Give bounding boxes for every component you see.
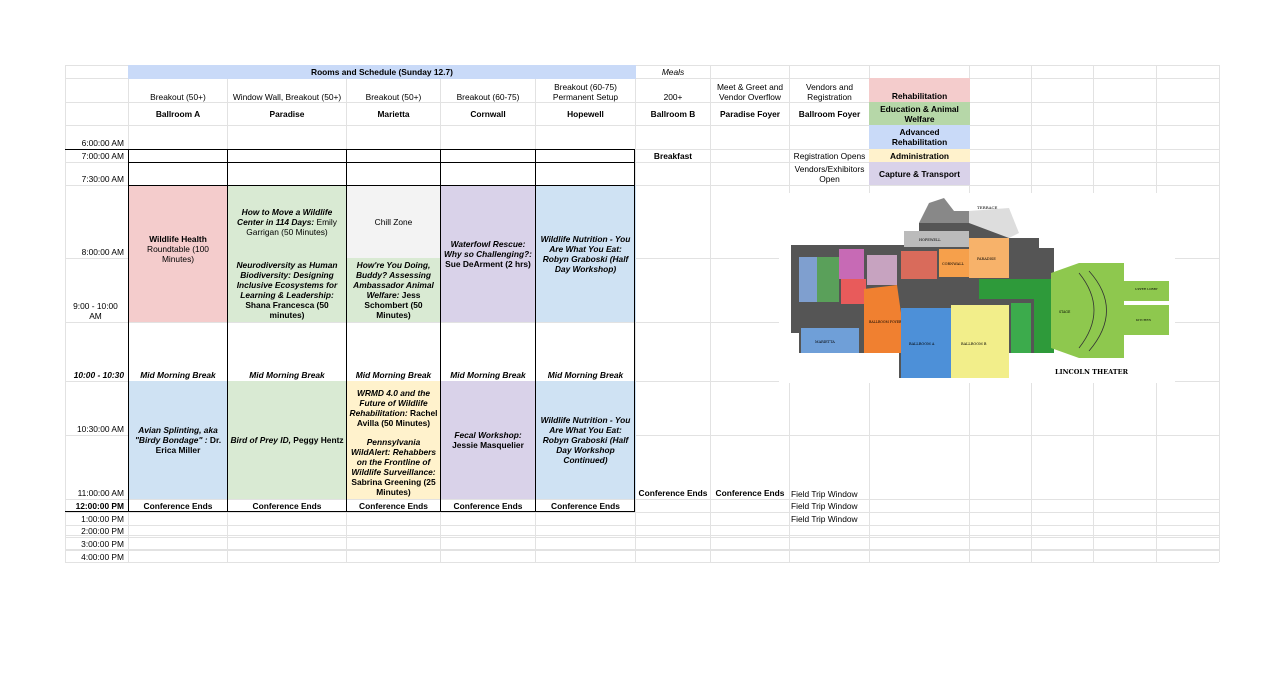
mid-break-2: Mid Morning Break [249,370,325,380]
schedule-title: Rooms and Schedule (Sunday 12.7) [128,65,636,79]
map-room-small-3 [839,249,864,279]
column-type-3: Breakout (60-75) [456,92,520,102]
session-avian-splinting-detail: Dr. Erica Miller [155,435,222,455]
session-nutrition-1: Wildlife Nutrition - You Are What You Eat: Robyn Graboski (Half Day Workshop) [535,185,636,322]
mid-break-3: Mid Morning Break [355,370,432,380]
session-chill-zone: Chill Zone [346,185,441,258]
column-type-4: Breakout (60-75) Permanent Setup [552,82,619,102]
conference-ends-4: Conference Ends [453,500,523,511]
mid-break-1: Mid Morning Break [140,370,216,380]
session-neurodiversity-title: Neurodiversity as Human Biodiversity: Designing Inclusive Ecosystems for Learning & Leadership: [236,260,338,300]
session-neurodiversity [227,258,347,322]
map-label-ballroom-foyer: BALLROOM FOYER [869,320,902,324]
conference-ends-3: Conference Ends [359,500,428,511]
map-label-lincoln: LINCOLN THEATER [1055,368,1128,376]
time-label-11: 3:00:00 PM [81,539,124,549]
session-pa-wildalert-detail: Sabrina Greening (25 Minutes) [351,477,436,497]
map-room-stair [901,251,937,279]
session-fecal-workshop-title: Fecal Workshop: [454,430,522,440]
session-waterfowl-detail: Sue DeArment (2 hrs) [445,258,531,269]
conference-ends-paradise-foyer: Conference Ends [715,488,785,498]
time-label-2: 7:30:00 AM [81,174,124,184]
session-pa-wildalert-title: Pennsylvania WildAlert: Rehabbers on the Frontline of Wildlife Surveillance: [350,437,437,477]
map-label-marietta: MARIETTA [815,340,835,344]
conference-ends-ballroom-b: Conference Ends [638,488,708,498]
field-trip-1: Field Trip Window [791,513,858,524]
session-bird-prey-detail: Peggy Hentz [293,435,344,445]
session-waterfowl [440,185,536,322]
column-room-7: Ballroom Foyer [798,109,861,119]
conference-ends-1: Conference Ends [143,500,213,511]
time-label-12: 4:00:00 PM [81,552,124,562]
legend-education: Education & Animal Welfare [869,102,970,125]
column-room-0: Ballroom A [155,109,201,119]
map-room-small-2 [817,257,839,302]
session-avian-splinting-title: Avian Splinting, aka "Birdy Bondage" : [134,425,218,445]
conference-ends-2: Conference Ends [252,500,322,511]
border-col-3 [440,149,441,512]
time-label-7: 11:00:00 AM [77,488,124,498]
map-label-cornwall: CORNWALL [942,262,964,266]
border-col-2 [346,149,347,512]
session-wildlife-health [128,185,228,322]
map-label-terrace: TERRACE [977,205,998,210]
map-label-upper-lobby: UPPER LOBBY [1135,287,1158,291]
column-room-2: Marietta [377,109,410,119]
session-neurodiversity-detail: Shana Francesca (50 minutes) [245,300,329,320]
session-wrmd [346,381,441,435]
session-bird-prey [227,381,347,499]
map-room-small-4 [841,279,866,304]
meals-header: Meals [661,67,685,77]
column-room-5: Ballroom B [650,109,696,119]
border-row-0 [128,162,635,163]
border-row-mid [128,185,635,186]
venue-floor-plan [779,193,1175,383]
time-label-8: 12:00:00 PM [75,501,124,511]
map-label-stage: STAGE [1059,310,1071,314]
session-nutrition-2: Wildlife Nutrition - You Are What You Eat: Robyn Graboski (Half Day Workshop Continued) [535,381,636,499]
session-move-center-detail: Emily Garrigan (50 Minutes) [246,216,337,237]
session-avian-splinting [128,381,228,499]
border-col-0 [128,149,129,512]
legend-administration: Administration [869,149,970,162]
border-col-1 [227,149,228,512]
session-doing-buddy-title: How're You Doing, Buddy? Assessing Ambassador Animal Welfare: [353,260,434,300]
session-fecal-workshop [440,381,536,499]
legend-rehabilitation: Rehabilitation [869,78,970,102]
map-room-small-1 [799,257,817,302]
column-type-1: Window Wall, Breakout (50+) [232,92,342,102]
field-trip-noon: Field Trip Window [791,500,858,511]
session-doing-buddy [346,258,441,322]
registration-opens-cell: Registration Opens [793,150,866,161]
column-room-6: Paradise Foyer [719,109,781,119]
border-col-4 [535,149,536,512]
session-wrmd-title: WRMD 4.0 and the Future of Wildlife Rehabilitation: [349,388,431,418]
map-room-ballroom-foyer [864,285,901,353]
map-upper-lobby [1124,281,1169,301]
map-room-small-5 [867,255,897,285]
time-label-6: 10:30:00 AM [76,424,124,434]
time-label-4: 9:00 - 10:00 AM [73,301,118,321]
time-label-9: 1:00:00 PM [81,514,124,524]
field-trip-0: Field Trip Window [791,489,858,499]
vendors-open-cell: Vendors/Exhibitors Open [794,163,865,184]
border-top [65,149,635,150]
session-move-center-title: How to Move a Wildlife Center in 114 Days: [237,206,333,227]
time-label-5: 10:00 - 10:30 [73,370,124,380]
map-label-ballroom-a: BALLROOM A [909,342,935,346]
column-room-3: Cornwall [470,109,506,119]
session-wildlife-health-title: Wildlife Health [149,233,207,244]
time-label-10: 2:00:00 PM [81,526,124,536]
session-waterfowl-title: Waterfowl Rescue: Why so Challenging?: [444,238,532,259]
breakfast-cell: Breakfast [653,150,693,161]
map-label-ballroom-b: BALLROOM B [961,342,987,346]
map-label-hopewell: HOPEWELL [919,238,941,242]
column-type-5: 200+ [663,92,683,102]
session-move-center [227,185,347,258]
session-pa-wildalert [346,435,441,499]
border-bottom [65,511,635,512]
map-label-paradise: PARADISE [977,257,996,261]
session-wildlife-health-detail: Roundtable (100 Minutes) [147,243,209,264]
column-type-0: Breakout (50+) [150,92,206,102]
time-label-0: 6:00:00 AM [81,138,124,148]
column-room-4: Hopewell [567,109,604,119]
column-type-2: Breakout (50+) [365,92,422,102]
mid-break-4: Mid Morning Break [450,370,526,380]
time-label-3: 8:00:00 AM [81,247,124,257]
session-wrmd-detail: Rachel Avilla (50 Minutes) [356,408,438,428]
time-label-1: 7:00:00 AM [81,151,124,161]
legend-capture: Capture & Transport [869,162,970,185]
legend-advanced: Advanced Rehabilitation [869,125,970,149]
border-right [634,149,635,512]
session-bird-prey-title: Bird of Prey ID, [230,435,291,445]
column-type-7: Vendors and Registration [805,82,854,102]
session-doing-buddy-detail: Jess Schombert (50 Minutes) [364,290,423,320]
map-label-kitchen: KITCHEN [1136,318,1152,322]
column-type-6: Meet & Greet and Vendor Overflow [716,82,784,102]
column-room-1: Paradise [269,109,305,119]
map-room-side [1011,303,1031,353]
mid-break-5: Mid Morning Break [547,370,624,380]
session-fecal-workshop-detail: Jessie Masquelier [452,440,524,450]
conference-ends-5: Conference Ends [551,500,620,511]
